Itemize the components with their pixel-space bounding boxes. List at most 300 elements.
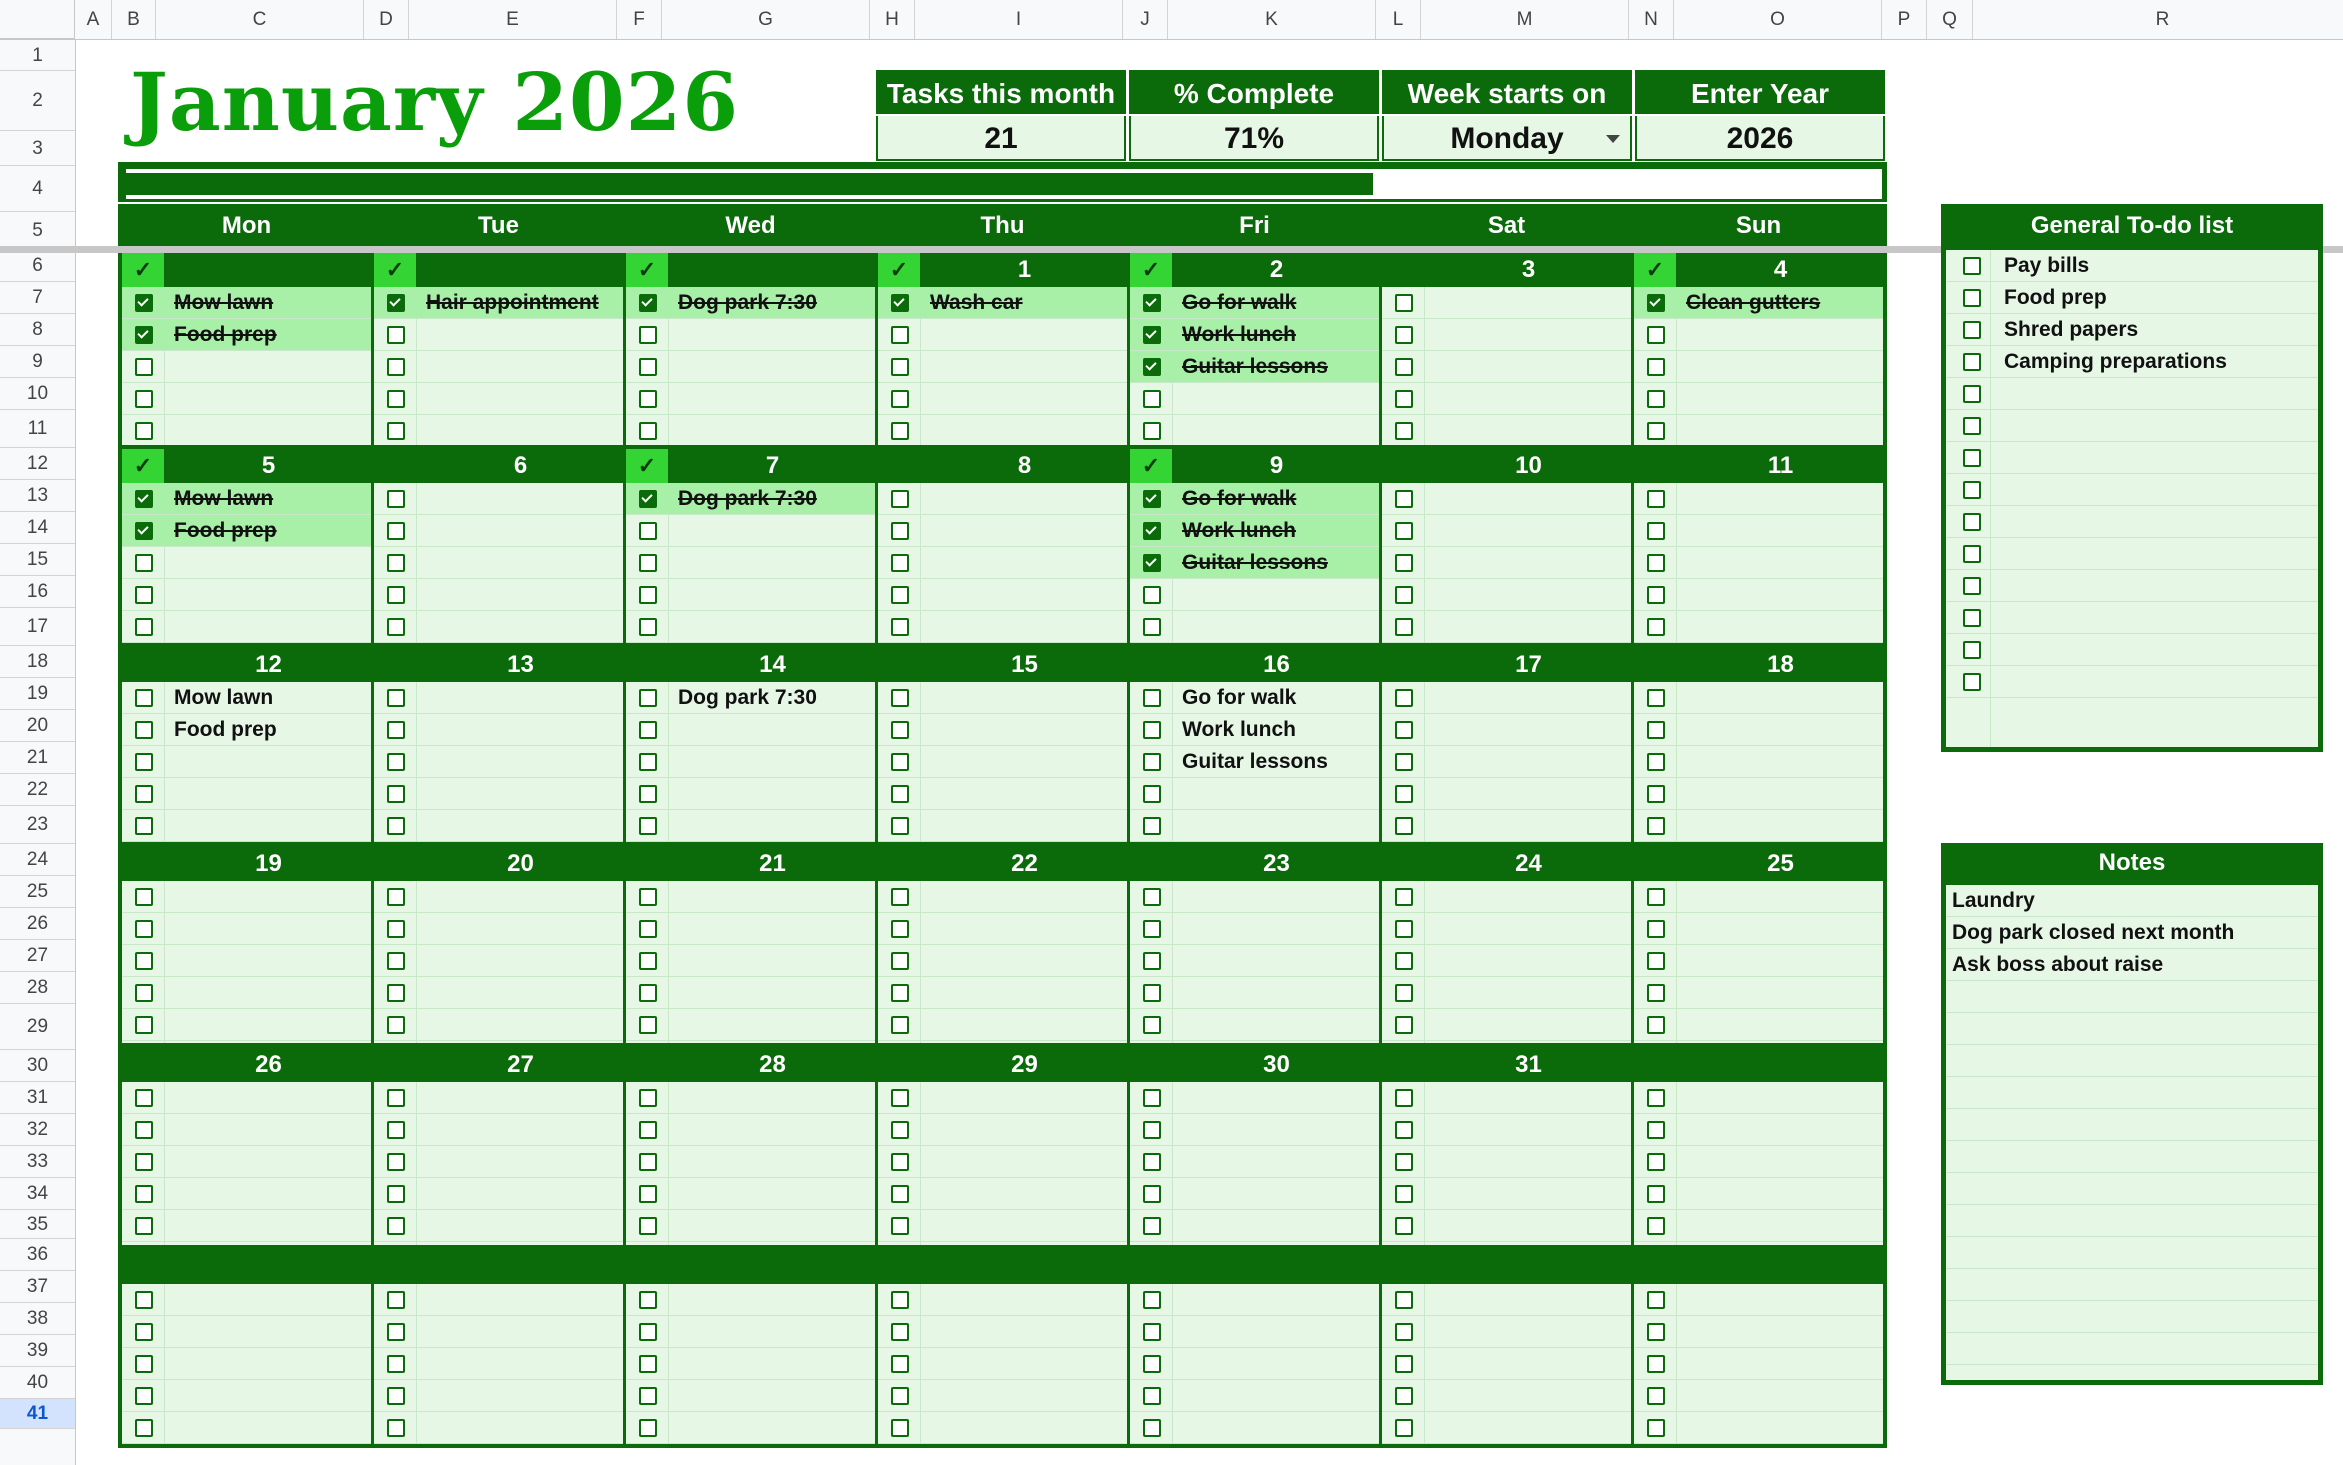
task-checkbox[interactable] (135, 952, 153, 970)
column-header-e[interactable]: E (409, 0, 617, 39)
task-checkbox[interactable] (1647, 753, 1665, 771)
task-checkbox[interactable] (1143, 554, 1161, 572)
task-checkbox[interactable] (1647, 554, 1665, 572)
row-header-8[interactable]: 8 (0, 314, 75, 346)
column-header-i[interactable]: I (915, 0, 1123, 39)
task-checkbox[interactable] (1395, 753, 1413, 771)
task-checkbox[interactable] (1143, 522, 1161, 540)
row-header-37[interactable]: 37 (0, 1271, 75, 1303)
task-checkbox[interactable] (891, 689, 909, 707)
task-checkbox[interactable] (891, 1419, 909, 1437)
task-checkbox[interactable] (891, 1016, 909, 1034)
task-checkbox[interactable] (639, 1016, 657, 1034)
todo-checkbox[interactable] (1963, 641, 1981, 659)
task-checkbox[interactable] (639, 1121, 657, 1139)
task-checkbox[interactable] (387, 1089, 405, 1107)
row-header-13[interactable]: 13 (0, 480, 75, 512)
row-header-28[interactable]: 28 (0, 972, 75, 1004)
task-checkbox[interactable] (1647, 1355, 1665, 1373)
task-checkbox[interactable] (1143, 1153, 1161, 1171)
task-checkbox[interactable] (1143, 1323, 1161, 1341)
task-checkbox[interactable] (891, 358, 909, 376)
todo-checkbox[interactable] (1963, 513, 1981, 531)
task-checkbox[interactable] (639, 522, 657, 540)
task-checkbox[interactable] (135, 358, 153, 376)
row-header-16[interactable]: 16 (0, 576, 75, 608)
task-checkbox[interactable] (135, 721, 153, 739)
task-text[interactable]: Food prep (174, 718, 277, 741)
task-checkbox[interactable] (387, 554, 405, 572)
task-checkbox[interactable] (639, 294, 657, 312)
task-checkbox[interactable] (1143, 294, 1161, 312)
task-text[interactable]: Work lunch (1182, 323, 1296, 346)
task-checkbox[interactable] (1143, 817, 1161, 835)
task-checkbox[interactable] (1395, 817, 1413, 835)
task-checkbox[interactable] (1143, 1291, 1161, 1309)
row-header-19[interactable]: 19 (0, 678, 75, 710)
task-checkbox[interactable] (891, 390, 909, 408)
task-checkbox[interactable] (639, 358, 657, 376)
task-checkbox[interactable] (1647, 294, 1665, 312)
task-checkbox[interactable] (1647, 1153, 1665, 1171)
task-text[interactable]: Guitar lessons (1182, 750, 1328, 773)
task-checkbox[interactable] (387, 326, 405, 344)
task-checkbox[interactable] (387, 1016, 405, 1034)
task-checkbox[interactable] (1143, 618, 1161, 636)
task-checkbox[interactable] (1143, 1419, 1161, 1437)
task-text[interactable]: Wash car (930, 291, 1023, 314)
task-checkbox[interactable] (1647, 422, 1665, 440)
row-header-10[interactable]: 10 (0, 378, 75, 410)
row-header-31[interactable]: 31 (0, 1082, 75, 1114)
task-checkbox[interactable] (135, 785, 153, 803)
task-text[interactable]: Go for walk (1182, 487, 1297, 510)
task-checkbox[interactable] (135, 522, 153, 540)
row-header-30[interactable]: 30 (0, 1050, 75, 1082)
task-checkbox[interactable] (1143, 490, 1161, 508)
task-checkbox[interactable] (1143, 689, 1161, 707)
task-checkbox[interactable] (639, 1355, 657, 1373)
task-checkbox[interactable] (387, 888, 405, 906)
select-all-corner[interactable] (0, 0, 75, 39)
task-checkbox[interactable] (1647, 1291, 1665, 1309)
task-checkbox[interactable] (387, 1323, 405, 1341)
task-checkbox[interactable] (639, 1185, 657, 1203)
task-checkbox[interactable] (135, 1323, 153, 1341)
task-checkbox[interactable] (1143, 1387, 1161, 1405)
task-checkbox[interactable] (135, 1355, 153, 1373)
task-checkbox[interactable] (387, 1185, 405, 1203)
task-checkbox[interactable] (1395, 952, 1413, 970)
task-checkbox[interactable] (1647, 618, 1665, 636)
task-checkbox[interactable] (1395, 888, 1413, 906)
task-checkbox[interactable] (1395, 785, 1413, 803)
todo-checkbox[interactable] (1963, 673, 1981, 691)
column-header-f[interactable]: F (617, 0, 662, 39)
todo-item[interactable]: Food prep (2004, 286, 2107, 309)
task-checkbox[interactable] (1143, 586, 1161, 604)
task-checkbox[interactable] (891, 1089, 909, 1107)
task-checkbox[interactable] (639, 422, 657, 440)
task-checkbox[interactable] (1143, 390, 1161, 408)
task-checkbox[interactable] (1395, 554, 1413, 572)
row-header-14[interactable]: 14 (0, 512, 75, 544)
task-checkbox[interactable] (639, 952, 657, 970)
task-checkbox[interactable] (639, 490, 657, 508)
row-header-6[interactable]: 6 (0, 250, 75, 282)
todo-checkbox[interactable] (1963, 353, 1981, 371)
column-header-g[interactable]: G (662, 0, 870, 39)
task-checkbox[interactable] (639, 554, 657, 572)
task-checkbox[interactable] (1647, 1323, 1665, 1341)
task-checkbox[interactable] (1395, 358, 1413, 376)
task-checkbox[interactable] (1395, 1419, 1413, 1437)
task-checkbox[interactable] (639, 689, 657, 707)
task-checkbox[interactable] (891, 326, 909, 344)
task-checkbox[interactable] (1395, 422, 1413, 440)
task-checkbox[interactable] (387, 1217, 405, 1235)
task-checkbox[interactable] (135, 1419, 153, 1437)
task-text[interactable]: Guitar lessons (1182, 551, 1328, 574)
task-checkbox[interactable] (1395, 689, 1413, 707)
task-checkbox[interactable] (891, 785, 909, 803)
task-checkbox[interactable] (1143, 753, 1161, 771)
column-header-a[interactable]: A (75, 0, 112, 39)
row-header-9[interactable]: 9 (0, 346, 75, 378)
todo-checkbox[interactable] (1963, 609, 1981, 627)
note-item[interactable]: Dog park closed next month (1952, 921, 2235, 944)
task-checkbox[interactable] (1395, 1355, 1413, 1373)
task-checkbox[interactable] (1143, 888, 1161, 906)
row-header-18[interactable]: 18 (0, 646, 75, 678)
task-checkbox[interactable] (891, 753, 909, 771)
task-checkbox[interactable] (135, 888, 153, 906)
task-text[interactable]: Guitar lessons (1182, 355, 1328, 378)
row-header-41[interactable]: 41 (0, 1399, 75, 1429)
row-header-38[interactable]: 38 (0, 1303, 75, 1335)
row-header-4[interactable]: 4 (0, 166, 75, 212)
todo-item[interactable]: Pay bills (2004, 254, 2090, 277)
task-checkbox[interactable] (639, 753, 657, 771)
task-checkbox[interactable] (891, 920, 909, 938)
task-checkbox[interactable] (891, 1217, 909, 1235)
todo-checkbox[interactable] (1963, 321, 1981, 339)
task-checkbox[interactable] (891, 817, 909, 835)
column-header-j[interactable]: J (1123, 0, 1168, 39)
task-checkbox[interactable] (387, 1121, 405, 1139)
task-checkbox[interactable] (891, 1185, 909, 1203)
task-checkbox[interactable] (1647, 1185, 1665, 1203)
task-checkbox[interactable] (387, 358, 405, 376)
task-checkbox[interactable] (1143, 785, 1161, 803)
todo-checkbox[interactable] (1963, 385, 1981, 403)
task-checkbox[interactable] (387, 1387, 405, 1405)
task-checkbox[interactable] (1143, 1016, 1161, 1034)
task-checkbox[interactable] (1647, 1121, 1665, 1139)
column-header-h[interactable]: H (870, 0, 915, 39)
tasks-this-month-value[interactable]: 21 (876, 116, 1126, 161)
task-checkbox[interactable] (1143, 326, 1161, 344)
todo-checkbox[interactable] (1963, 481, 1981, 499)
row-header-1[interactable]: 1 (0, 40, 75, 71)
task-text[interactable]: Hair appointment (426, 291, 599, 314)
column-header-l[interactable]: L (1376, 0, 1421, 39)
task-checkbox[interactable] (1395, 1121, 1413, 1139)
column-header-p[interactable]: P (1882, 0, 1927, 39)
task-checkbox[interactable] (1647, 390, 1665, 408)
row-header-15[interactable]: 15 (0, 544, 75, 576)
task-checkbox[interactable] (135, 1387, 153, 1405)
task-checkbox[interactable] (1143, 1089, 1161, 1107)
task-text[interactable]: Food prep (174, 323, 277, 346)
task-checkbox[interactable] (891, 888, 909, 906)
task-checkbox[interactable] (1143, 358, 1161, 376)
row-header-20[interactable]: 20 (0, 710, 75, 742)
column-header-o[interactable]: O (1674, 0, 1882, 39)
row-header-7[interactable]: 7 (0, 282, 75, 314)
task-checkbox[interactable] (639, 1217, 657, 1235)
task-checkbox[interactable] (1647, 1387, 1665, 1405)
task-checkbox[interactable] (639, 326, 657, 344)
column-header-c[interactable]: C (156, 0, 364, 39)
week-starts-on-dropdown[interactable]: Monday (1382, 116, 1632, 161)
task-checkbox[interactable] (639, 586, 657, 604)
row-header-25[interactable]: 25 (0, 876, 75, 908)
task-checkbox[interactable] (639, 1419, 657, 1437)
task-checkbox[interactable] (891, 1121, 909, 1139)
row-header-39[interactable]: 39 (0, 1335, 75, 1367)
task-text[interactable]: Mow lawn (174, 686, 274, 709)
task-checkbox[interactable] (387, 1291, 405, 1309)
task-checkbox[interactable] (387, 1153, 405, 1171)
task-checkbox[interactable] (1395, 1217, 1413, 1235)
task-checkbox[interactable] (1143, 1355, 1161, 1373)
task-text[interactable]: Mow lawn (174, 487, 274, 510)
task-checkbox[interactable] (1143, 721, 1161, 739)
task-checkbox[interactable] (639, 1089, 657, 1107)
task-checkbox[interactable] (1647, 326, 1665, 344)
task-checkbox[interactable] (387, 490, 405, 508)
task-checkbox[interactable] (891, 721, 909, 739)
row-header-23[interactable]: 23 (0, 806, 75, 844)
task-checkbox[interactable] (387, 1355, 405, 1373)
task-checkbox[interactable] (135, 1153, 153, 1171)
task-checkbox[interactable] (135, 1291, 153, 1309)
task-checkbox[interactable] (387, 586, 405, 604)
task-checkbox[interactable] (1143, 984, 1161, 1002)
column-header-q[interactable]: Q (1927, 0, 1973, 39)
task-checkbox[interactable] (135, 984, 153, 1002)
task-checkbox[interactable] (639, 888, 657, 906)
row-header-33[interactable]: 33 (0, 1146, 75, 1178)
row-header-36[interactable]: 36 (0, 1239, 75, 1271)
task-checkbox[interactable] (1395, 984, 1413, 1002)
task-checkbox[interactable] (1647, 586, 1665, 604)
task-text[interactable]: Food prep (174, 519, 277, 542)
row-header-40[interactable]: 40 (0, 1367, 75, 1399)
task-checkbox[interactable] (1647, 490, 1665, 508)
column-header-n[interactable]: N (1629, 0, 1674, 39)
task-checkbox[interactable] (639, 618, 657, 636)
task-checkbox[interactable] (387, 522, 405, 540)
enter-year-value[interactable]: 2026 (1635, 116, 1885, 161)
task-checkbox[interactable] (1647, 984, 1665, 1002)
task-checkbox[interactable] (891, 1387, 909, 1405)
task-checkbox[interactable] (135, 422, 153, 440)
task-checkbox[interactable] (891, 490, 909, 508)
task-checkbox[interactable] (891, 1323, 909, 1341)
row-header-5[interactable]: 5 (0, 212, 75, 250)
row-header-22[interactable]: 22 (0, 774, 75, 806)
row-header-12[interactable]: 12 (0, 448, 75, 480)
task-checkbox[interactable] (1395, 586, 1413, 604)
task-checkbox[interactable] (387, 920, 405, 938)
task-checkbox[interactable] (891, 522, 909, 540)
task-checkbox[interactable] (135, 753, 153, 771)
task-checkbox[interactable] (387, 952, 405, 970)
task-checkbox[interactable] (639, 1323, 657, 1341)
task-checkbox[interactable] (639, 1291, 657, 1309)
task-checkbox[interactable] (135, 390, 153, 408)
task-checkbox[interactable] (1647, 1419, 1665, 1437)
task-checkbox[interactable] (1395, 490, 1413, 508)
task-checkbox[interactable] (1647, 1089, 1665, 1107)
task-checkbox[interactable] (639, 721, 657, 739)
task-checkbox[interactable] (387, 785, 405, 803)
task-checkbox[interactable] (1395, 1185, 1413, 1203)
task-text[interactable]: Work lunch (1182, 718, 1296, 741)
task-checkbox[interactable] (891, 1355, 909, 1373)
task-checkbox[interactable] (135, 618, 153, 636)
task-checkbox[interactable] (1647, 920, 1665, 938)
row-header-32[interactable]: 32 (0, 1114, 75, 1146)
task-checkbox[interactable] (135, 1217, 153, 1235)
task-checkbox[interactable] (1647, 522, 1665, 540)
task-text[interactable]: Dog park 7:30 (678, 487, 817, 510)
task-checkbox[interactable] (387, 984, 405, 1002)
column-header-k[interactable]: K (1168, 0, 1376, 39)
task-checkbox[interactable] (1647, 1016, 1665, 1034)
task-checkbox[interactable] (1647, 817, 1665, 835)
task-checkbox[interactable] (1395, 1016, 1413, 1034)
note-item[interactable]: Laundry (1952, 889, 2035, 912)
task-checkbox[interactable] (891, 1153, 909, 1171)
task-checkbox[interactable] (1395, 1153, 1413, 1171)
row-header-24[interactable]: 24 (0, 844, 75, 876)
task-checkbox[interactable] (387, 753, 405, 771)
task-checkbox[interactable] (135, 586, 153, 604)
task-checkbox[interactable] (135, 490, 153, 508)
task-checkbox[interactable] (387, 618, 405, 636)
task-checkbox[interactable] (891, 984, 909, 1002)
task-checkbox[interactable] (135, 1185, 153, 1203)
task-checkbox[interactable] (1647, 1217, 1665, 1235)
row-header-21[interactable]: 21 (0, 742, 75, 774)
row-header-29[interactable]: 29 (0, 1004, 75, 1050)
task-text[interactable]: Work lunch (1182, 519, 1296, 542)
task-checkbox[interactable] (135, 817, 153, 835)
task-checkbox[interactable] (891, 294, 909, 312)
todo-item[interactable]: Shred papers (2004, 318, 2139, 341)
row-header-3[interactable]: 3 (0, 131, 75, 166)
task-checkbox[interactable] (135, 1089, 153, 1107)
task-checkbox[interactable] (1395, 522, 1413, 540)
task-checkbox[interactable] (1395, 1089, 1413, 1107)
task-checkbox[interactable] (1395, 326, 1413, 344)
task-checkbox[interactable] (639, 785, 657, 803)
row-header-27[interactable]: 27 (0, 940, 75, 972)
task-text[interactable]: Dog park 7:30 (678, 686, 817, 709)
task-checkbox[interactable] (135, 1016, 153, 1034)
task-checkbox[interactable] (1647, 358, 1665, 376)
task-checkbox[interactable] (387, 721, 405, 739)
column-header-b[interactable]: B (112, 0, 156, 39)
task-checkbox[interactable] (891, 554, 909, 572)
task-checkbox[interactable] (1143, 952, 1161, 970)
todo-checkbox[interactable] (1963, 257, 1981, 275)
task-checkbox[interactable] (135, 554, 153, 572)
task-checkbox[interactable] (639, 1153, 657, 1171)
task-checkbox[interactable] (135, 689, 153, 707)
todo-item[interactable]: Camping preparations (2004, 350, 2227, 373)
task-checkbox[interactable] (1647, 721, 1665, 739)
task-text[interactable]: Clean gutters (1686, 291, 1821, 314)
task-checkbox[interactable] (1143, 1185, 1161, 1203)
task-checkbox[interactable] (639, 390, 657, 408)
task-checkbox[interactable] (1395, 1323, 1413, 1341)
task-checkbox[interactable] (891, 422, 909, 440)
task-checkbox[interactable] (1395, 1291, 1413, 1309)
task-checkbox[interactable] (639, 920, 657, 938)
task-checkbox[interactable] (387, 1419, 405, 1437)
task-checkbox[interactable] (639, 984, 657, 1002)
task-checkbox[interactable] (387, 294, 405, 312)
task-checkbox[interactable] (891, 586, 909, 604)
task-checkbox[interactable] (891, 618, 909, 636)
task-checkbox[interactable] (639, 817, 657, 835)
column-header-m[interactable]: M (1421, 0, 1629, 39)
task-checkbox[interactable] (1647, 952, 1665, 970)
task-checkbox[interactable] (1395, 390, 1413, 408)
task-checkbox[interactable] (1395, 920, 1413, 938)
row-header-2[interactable]: 2 (0, 71, 75, 131)
row-header-35[interactable]: 35 (0, 1210, 75, 1239)
todo-checkbox[interactable] (1963, 449, 1981, 467)
row-header-17[interactable]: 17 (0, 608, 75, 646)
column-header-r[interactable]: R (1973, 0, 2343, 39)
task-checkbox[interactable] (135, 294, 153, 312)
chevron-down-icon[interactable] (1606, 135, 1620, 143)
task-checkbox[interactable] (1143, 422, 1161, 440)
task-checkbox[interactable] (135, 920, 153, 938)
task-checkbox[interactable] (1395, 294, 1413, 312)
task-checkbox[interactable] (1395, 618, 1413, 636)
task-checkbox[interactable] (135, 1121, 153, 1139)
row-header-34[interactable]: 34 (0, 1178, 75, 1210)
row-header-26[interactable]: 26 (0, 908, 75, 940)
task-checkbox[interactable] (639, 1387, 657, 1405)
task-text[interactable]: Go for walk (1182, 686, 1297, 709)
todo-checkbox[interactable] (1963, 545, 1981, 563)
task-text[interactable]: Dog park 7:30 (678, 291, 817, 314)
task-checkbox[interactable] (1647, 785, 1665, 803)
task-checkbox[interactable] (891, 952, 909, 970)
task-text[interactable]: Go for walk (1182, 291, 1297, 314)
note-item[interactable]: Ask boss about raise (1952, 953, 2164, 976)
task-checkbox[interactable] (1395, 1387, 1413, 1405)
todo-checkbox[interactable] (1963, 417, 1981, 435)
task-checkbox[interactable] (891, 1291, 909, 1309)
